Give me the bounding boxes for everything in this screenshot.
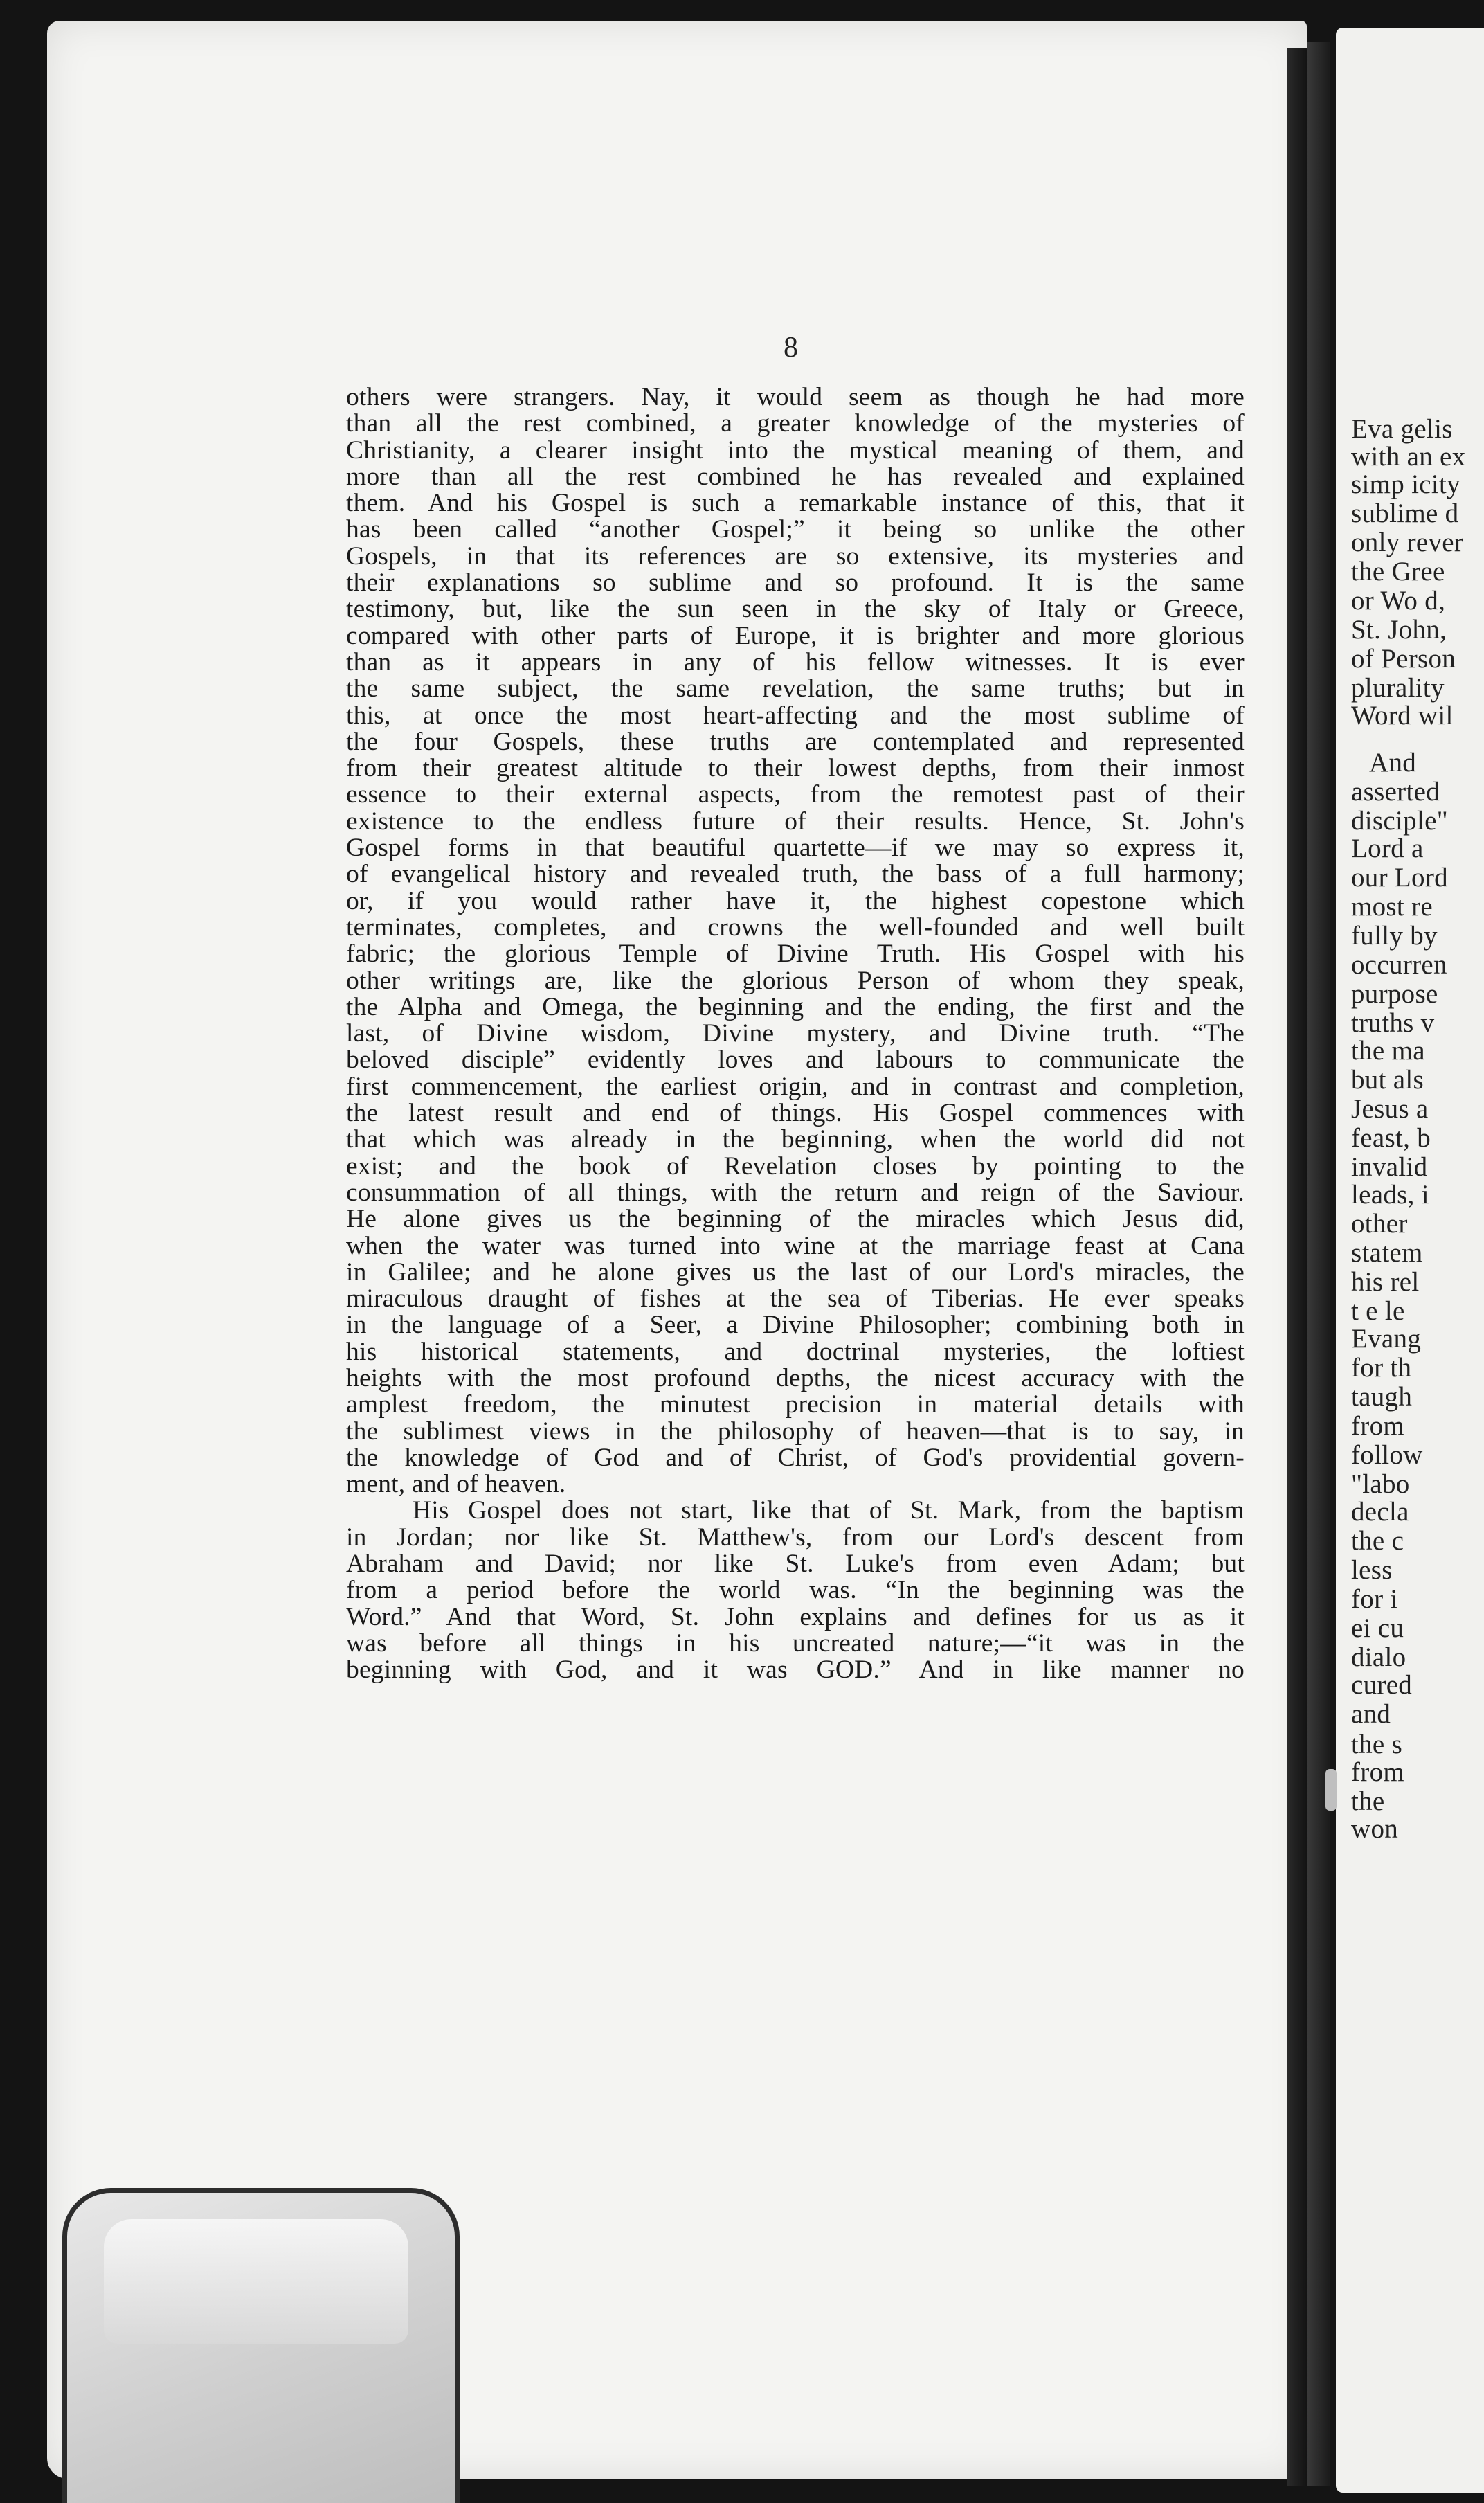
text-line: last, of Divine wisdom, Divine mystery, and Divine truth. “The [346, 1019, 1245, 1048]
facing-page-fragment: won [1351, 1814, 1399, 1844]
page-blemish [1325, 1769, 1337, 1811]
facing-page-fragment: our Lord [1351, 863, 1448, 892]
text-line: He alone gives us the beginning of the miracles which Jesus did, [346, 1205, 1245, 1234]
text-line: first commencement, the earliest origin, and in contrast and completion, [346, 1072, 1245, 1101]
text-line: their explanations so sublime and so profound. It is the same [346, 568, 1245, 598]
text-line: from a period before the world was. “In the beginning was the [346, 1576, 1245, 1605]
text-line: essence to their external aspects, from the remotest past of their [346, 780, 1245, 809]
text-line: other writings are, like the glorious Person of whom they speak, [346, 966, 1245, 995]
text-line: the same subject, the same revelation, the same truths; but in [346, 674, 1245, 703]
facing-page-fragment: asserted [1351, 777, 1440, 807]
facing-page-fragment: the s [1351, 1730, 1403, 1759]
text-line: was before all things in his uncreated nature;—“it was in the [346, 1629, 1245, 1658]
facing-page-fragment: purpose [1351, 979, 1438, 1009]
text-line: when the water was turned into wine at the marriage feast at Cana [346, 1231, 1245, 1260]
facing-page-fragment: most re [1351, 892, 1433, 922]
text-line: testimony, but, like the sun seen in the sky of Italy or Greece, [346, 595, 1245, 624]
facing-page-fragment: feast, b [1351, 1123, 1431, 1153]
text-line: consummation of all things, with the return and reign of the Saviour. [346, 1178, 1245, 1207]
facing-page-fragment: cured [1351, 1670, 1413, 1700]
facing-page-fragment: taugh [1351, 1382, 1413, 1412]
facing-page-fragment: statem [1351, 1238, 1423, 1268]
page-number: 8 [784, 332, 798, 364]
text-line: the four Gospels, these truths are contemplated and represented [346, 727, 1245, 756]
facing-page-fragment: of Person [1351, 644, 1456, 674]
facing-page-fragment: and [1351, 1699, 1391, 1729]
facing-page-fragment: other [1351, 1209, 1408, 1239]
text-line: ment, and of heaven. [346, 1470, 566, 1499]
text-line: amplest freedom, the minutest precision in material details with [346, 1390, 1245, 1419]
facing-page [1336, 28, 1484, 2493]
text-line: miraculous draught of fishes at the sea of Tiberias. He ever speaks [346, 1284, 1245, 1313]
text-line: or, if you would rather have it, the highest copestone which [346, 886, 1245, 915]
text-line: heights with the most profound depths, the nicest accuracy with the [346, 1363, 1245, 1392]
text-line: that which was already in the beginning, when the world did not [346, 1125, 1245, 1154]
facing-page-fragment: fully by [1351, 921, 1438, 951]
text-line: existence to the endless future of their results. Hence, St. John's [346, 807, 1245, 836]
text-line: the sublimest views in the philosophy of heaven—that is to say, in [346, 1417, 1245, 1446]
text-line: has been called “another Gospel;” it being so unlike the other [346, 515, 1245, 544]
text-line: than as it appears in any of his fellow witnesses. It is ever [346, 647, 1245, 676]
text-line: His Gospel does not start, like that of St. Mark, from the baptism [413, 1496, 1245, 1525]
facing-page-fragment: but als [1351, 1065, 1424, 1095]
facing-page-fragment: Jesus a [1351, 1094, 1429, 1124]
facing-page-fragment: occurren [1351, 950, 1447, 980]
text-line: Gospel forms in that beautiful quartette—if we may so express it, [346, 834, 1245, 863]
thumb-highlight [104, 2219, 408, 2344]
facing-page-fragment: the ma [1351, 1036, 1425, 1066]
facing-page-fragment: ei cu [1351, 1613, 1404, 1643]
facing-page-fragment: Eva gelis [1351, 414, 1453, 444]
facing-page-fragment: leads, i [1351, 1180, 1429, 1210]
text-line: more than all the rest combined he has revealed and explained [346, 462, 1245, 491]
facing-page-fragment: decla [1351, 1497, 1409, 1527]
facing-page-fragment: sublime d [1351, 499, 1459, 528]
text-line: compared with other parts of Europe, it is brighter and more glorious [346, 621, 1245, 650]
text-line: in the language of a Seer, a Divine Philosopher; combining both in [346, 1311, 1245, 1340]
text-line: this, at once the most heart-affecting and the most sublime of [346, 701, 1245, 730]
text-line: fabric; the glorious Temple of Divine Truth. His Gospel with his [346, 940, 1245, 969]
facing-page-fragment: from [1351, 1411, 1405, 1441]
text-line: terminates, completes, and crowns the well-founded and well built [346, 913, 1245, 942]
text-line: in Galilee; and he alone gives us the last of our Lord's miracles, the [346, 1257, 1245, 1286]
facing-page-fragment: the Gree [1351, 557, 1445, 586]
text-line: from their greatest altitude to their lowest depths, from their inmost [346, 754, 1245, 783]
facing-page-fragment: with an ex [1351, 442, 1466, 472]
facing-page-fragment: Word wil [1351, 701, 1454, 730]
text-line: of evangelical history and revealed truth, the bass of a full harmony; [346, 860, 1245, 889]
text-line: Abraham and David; nor like St. Luke's from even Adam; but [346, 1550, 1245, 1579]
facing-page-fragment: Evang [1351, 1324, 1422, 1354]
facing-page-fragment: the c [1351, 1526, 1404, 1556]
text-line: in Jordan; nor like St. Matthew's, from our Lord's descent from [346, 1523, 1245, 1552]
text-line: than all the rest combined, a greater knowledge of the mysteries of [346, 409, 1245, 438]
facing-page-fragment: from [1351, 1757, 1405, 1787]
text-line: Gospels, in that its references are so extensive, its mysteries and [346, 541, 1245, 571]
facing-page-fragment: "labo [1351, 1469, 1410, 1499]
facing-page-fragment: Lord a [1351, 834, 1424, 863]
facing-page-fragment: truths v [1351, 1008, 1435, 1038]
text-line: the Alpha and Omega, the beginning and the ending, the first and the [346, 992, 1245, 1021]
text-line: Christianity, a clearer insight into the mystical meaning of them, and [346, 436, 1245, 465]
text-line: Word.” And that Word, St. John explains and defines for us as it [346, 1602, 1245, 1631]
body-text [346, 384, 1245, 1684]
text-line: exist; and the book of Revelation closes by pointing to the [346, 1151, 1245, 1181]
page-edge [1307, 42, 1330, 2486]
text-line: others were strangers. Nay, it would seem as though he had more [346, 383, 1245, 411]
text-line: beginning with God, and it was GOD.” And in like manner no [346, 1656, 1245, 1685]
facing-page-fragment: simp icity [1351, 469, 1460, 499]
facing-page-fragment: invalid [1351, 1152, 1428, 1182]
facing-page-fragment: dialo [1351, 1642, 1406, 1672]
facing-page-fragment: for th [1351, 1353, 1412, 1383]
facing-page-fragment: his rel [1351, 1267, 1420, 1297]
facing-page-fragment: only rever [1351, 528, 1464, 557]
facing-page-fragment: the [1351, 1786, 1385, 1816]
facing-page-fragment: disciple" [1351, 806, 1448, 836]
facing-page-fragment: plurality [1351, 673, 1445, 703]
facing-page-fragment: less [1351, 1555, 1393, 1585]
facing-page-fragment: t e le [1351, 1296, 1405, 1326]
text-line: them. And his Gospel is such a remarkable instance of this, that it [346, 489, 1245, 518]
facing-page-fragment: St. John, [1351, 615, 1447, 645]
text-line: the knowledge of God and of Christ, of God's providential govern- [346, 1443, 1245, 1472]
text-line: the latest result and end of things. His Gospel commences with [346, 1099, 1245, 1128]
facing-page-fragment: or Wo d, [1351, 586, 1446, 616]
facing-page-fragment: follow [1351, 1440, 1423, 1470]
text-line: beloved disciple” evidently loves and labours to communicate the [346, 1046, 1245, 1075]
facing-page-fragment: And [1369, 748, 1417, 778]
facing-page-fragment: for i [1351, 1584, 1398, 1614]
text-line: his historical statements, and doctrinal mysteries, the loftiest [346, 1337, 1245, 1366]
